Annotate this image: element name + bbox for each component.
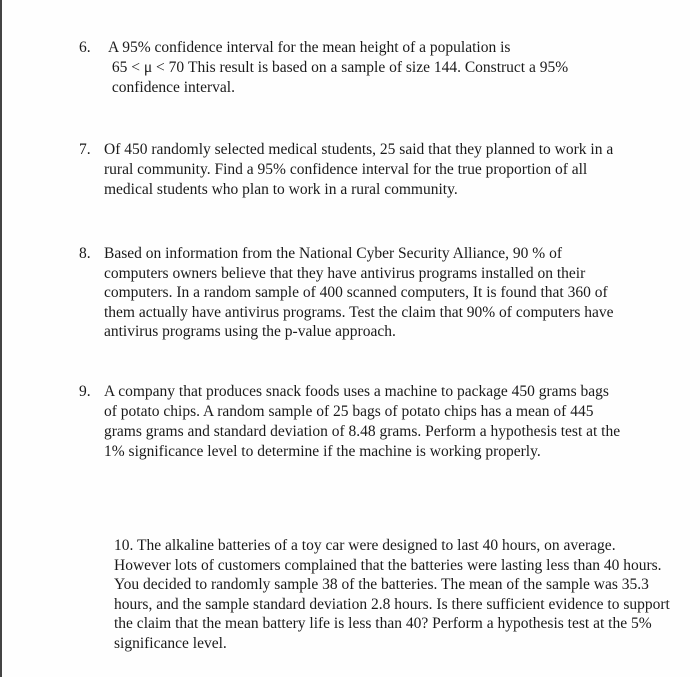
text-line: hours, and the sample standard deviation 2.8 hours. Is there sufficient evidence to support (114, 595, 670, 613)
question-text (108, 38, 568, 98)
text-line: rural community. Find a 95% confidence interval for the true proportion of all (104, 161, 588, 178)
text-line: the claim that the mean battery life is less than 40? Perform a hypothesis test at the 5% (114, 615, 652, 633)
question-number: 6. (79, 39, 91, 56)
question-text (104, 140, 613, 200)
text-line: significance level. (114, 634, 227, 652)
question-10 (114, 536, 670, 654)
text-line: them actually have antivirus programs. Test the claim that 90% of computers have (104, 303, 614, 321)
text-line: of potato chips. A random sample of 25 bags of potato chips has a mean of 445 (104, 403, 594, 420)
text-line: You decided to randomly sample 38 of the batteries. The mean of the sample was 35.3 (114, 576, 649, 594)
question-number: 7. (79, 141, 91, 158)
question-text (104, 244, 614, 342)
text-line: 1% significance level to determine if the machine is working properly. (104, 443, 541, 460)
text-line: 10. The alkaline batteries of a toy car were designed to last 40 hours, on average. (114, 537, 616, 554)
text-line: However lots of customers complained that the batteries were lasting less than 40 hours. (114, 556, 662, 574)
text-line: confidence interval. (108, 79, 235, 96)
text-line: antivirus programs using the p-value approach. (104, 323, 396, 341)
left-border (0, 0, 2, 677)
text-line: A company that produces snack foods uses a machine to package 450 grams bags (104, 383, 609, 400)
question-text (104, 382, 620, 462)
text-line: computers owners believe that they have antivirus programs installed on their (104, 264, 586, 282)
text-line: computers. In a random sample of 400 scanned computers, It is found that 360 of (104, 284, 608, 302)
question-number: 8. (79, 245, 91, 262)
text-line: grams grams and standard deviation of 8.48 grams. Perform a hypothesis test at the (104, 423, 621, 440)
text-line: Of 450 randomly selected medical students, 25 said that they planned to work in a (104, 141, 614, 158)
text-line: Based on information from the National Cyber Security Alliance, 90 % of (104, 245, 562, 262)
text-line: medical students who plan to work in a rural community. (104, 181, 458, 198)
text-line: A 95% confidence interval for the mean height of a population is (108, 39, 511, 56)
text-line: 65 < μ < 70 This result is based on a sample of size 144. Construct a 95% (108, 59, 569, 76)
question-number: 9. (79, 383, 91, 400)
